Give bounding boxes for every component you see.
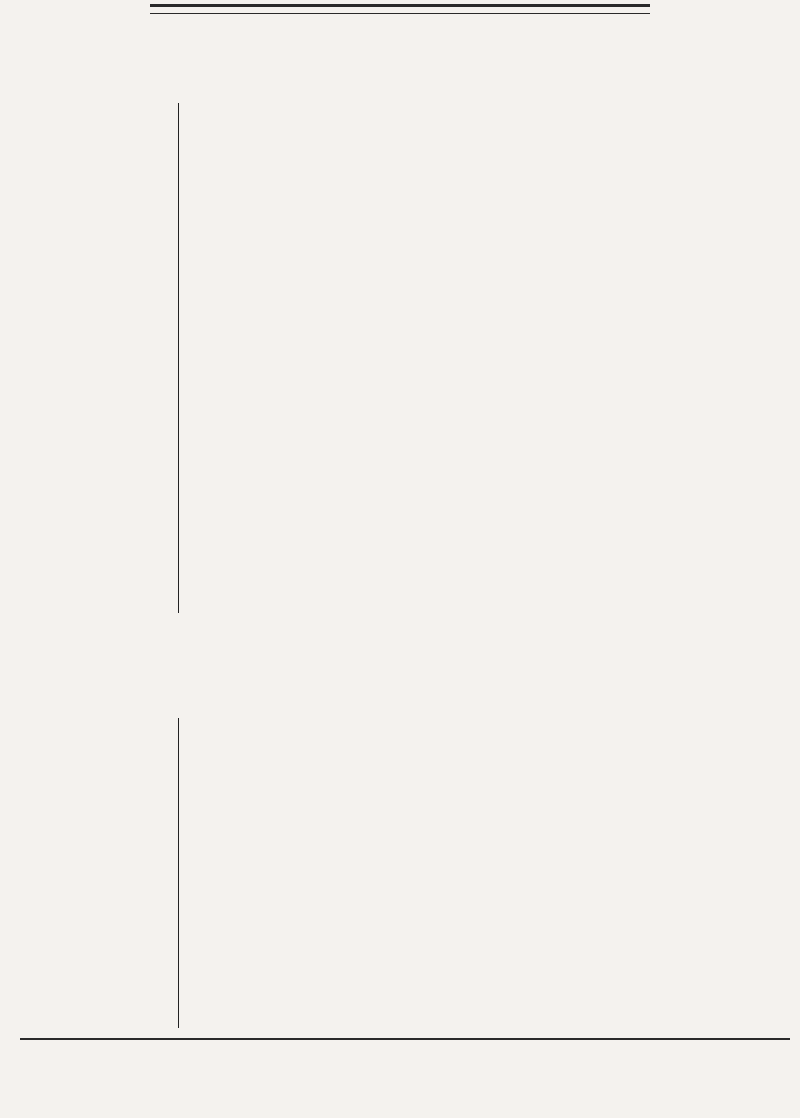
header-rule	[150, 4, 650, 14]
brace-macrouri	[178, 718, 179, 1028]
footer-rule	[20, 1038, 790, 1040]
brace-brachyuri	[178, 103, 179, 613]
